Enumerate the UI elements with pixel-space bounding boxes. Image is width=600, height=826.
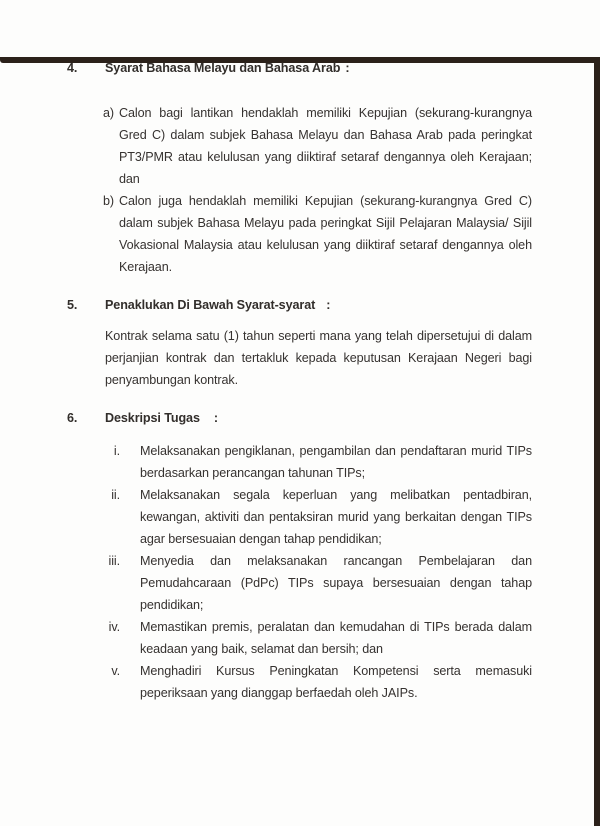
section-penaklukan	[67, 294, 532, 391]
list-item	[105, 484, 532, 550]
list-item-marker: ii.	[111, 488, 120, 502]
roman-list	[67, 440, 532, 704]
section-heading	[105, 294, 330, 316]
list-item	[103, 102, 532, 190]
section-heading-row	[67, 407, 532, 429]
list-item-text: Menghadiri Kursus Peningkatan Kompetensi serta memasuki peperiksaan yang dianggap berfaedah oleh JAIPs.	[140, 664, 532, 700]
list-item	[105, 440, 532, 484]
list-item-text: Menyedia dan melaksanakan rancangan Pembelajaran dan Pemudahcaraan (PdPc) TIPs supaya bersesuaian dengan tahap pendidikan;	[140, 554, 532, 612]
section-number: 4.	[67, 61, 78, 75]
section-heading-text: Syarat Bahasa Melayu dan Bahasa Arab	[105, 61, 341, 75]
heading-colon: :	[213, 411, 218, 425]
list-item-text: Melaksanakan segala keperluan yang melibatkan pentadbiran, kewangan, aktiviti dan pentaksiran murid yang berkaitan dengan TIPs agar bersesuaian dengan tahap pendidikan;	[140, 488, 532, 546]
section-heading-text: Deskripsi Tugas	[105, 411, 200, 425]
list-item-marker: a)	[103, 106, 114, 120]
list-item	[105, 550, 532, 616]
scanned-document-page	[0, 57, 600, 826]
section-heading-text: Penaklukan Di Bawah Syarat-syarat	[105, 298, 316, 312]
section-syarat-bahasa	[67, 57, 532, 278]
list-item-marker: iii.	[108, 554, 120, 568]
heading-colon: :	[345, 61, 350, 75]
section-number: 6.	[67, 411, 78, 425]
list-item-text: Memastikan premis, peralatan dan kemudahan di TIPs berada dalam keadaan yang baik, selamat dan bersih; dan	[140, 620, 532, 656]
list-item-marker: i.	[113, 444, 120, 458]
list-item-marker: b)	[103, 194, 114, 208]
section-heading	[105, 57, 349, 79]
list-item-text: Melaksanakan pengiklanan, pengambilan dan pendaftaran murid TIPs berdasarkan perancangan tahunan TIPs;	[140, 444, 532, 480]
section-heading-row	[67, 57, 532, 79]
section-heading-row	[67, 294, 532, 316]
list-item-text: Calon juga hendaklah memiliki Kepujian (sekurang-kurangnya Gred C) dalam subjek Bahasa Melayu pada peringkat Sijil Pelajaran Malaysia/ Sijil Vokasional Malaysia atau kelulusan yang diiktiraf setaraf dengannya oleh Kerajaan.	[119, 194, 532, 274]
list-item	[105, 616, 532, 660]
list-item	[105, 660, 532, 704]
list-item	[103, 190, 532, 278]
heading-colon: :	[326, 298, 331, 312]
section-number: 5.	[67, 298, 78, 312]
lettered-list	[67, 102, 532, 278]
scan-edge-right	[594, 57, 600, 826]
section-deskripsi-tugas	[67, 407, 532, 704]
section-paragraph: Kontrak selama satu (1) tahun seperti mana yang telah dipersetujui di dalam perjanjian kontrak dan tertakluk kepada keputusan Kerajaan Negeri bagi penyambungan kontrak.	[105, 329, 532, 387]
list-item-marker: iv.	[108, 620, 120, 634]
list-item-marker: v.	[111, 664, 120, 678]
document-body	[67, 57, 532, 704]
list-item-text: Calon bagi lantikan hendaklah memiliki Kepujian (sekurang-kurangnya Gred C) dalam subjek Bahasa Melayu dan Bahasa Arab pada peringkat PT3/PMR atau kelulusan yang diiktiraf setaraf dengannya oleh Kerajaan; dan	[119, 106, 532, 186]
section-heading	[105, 407, 218, 429]
